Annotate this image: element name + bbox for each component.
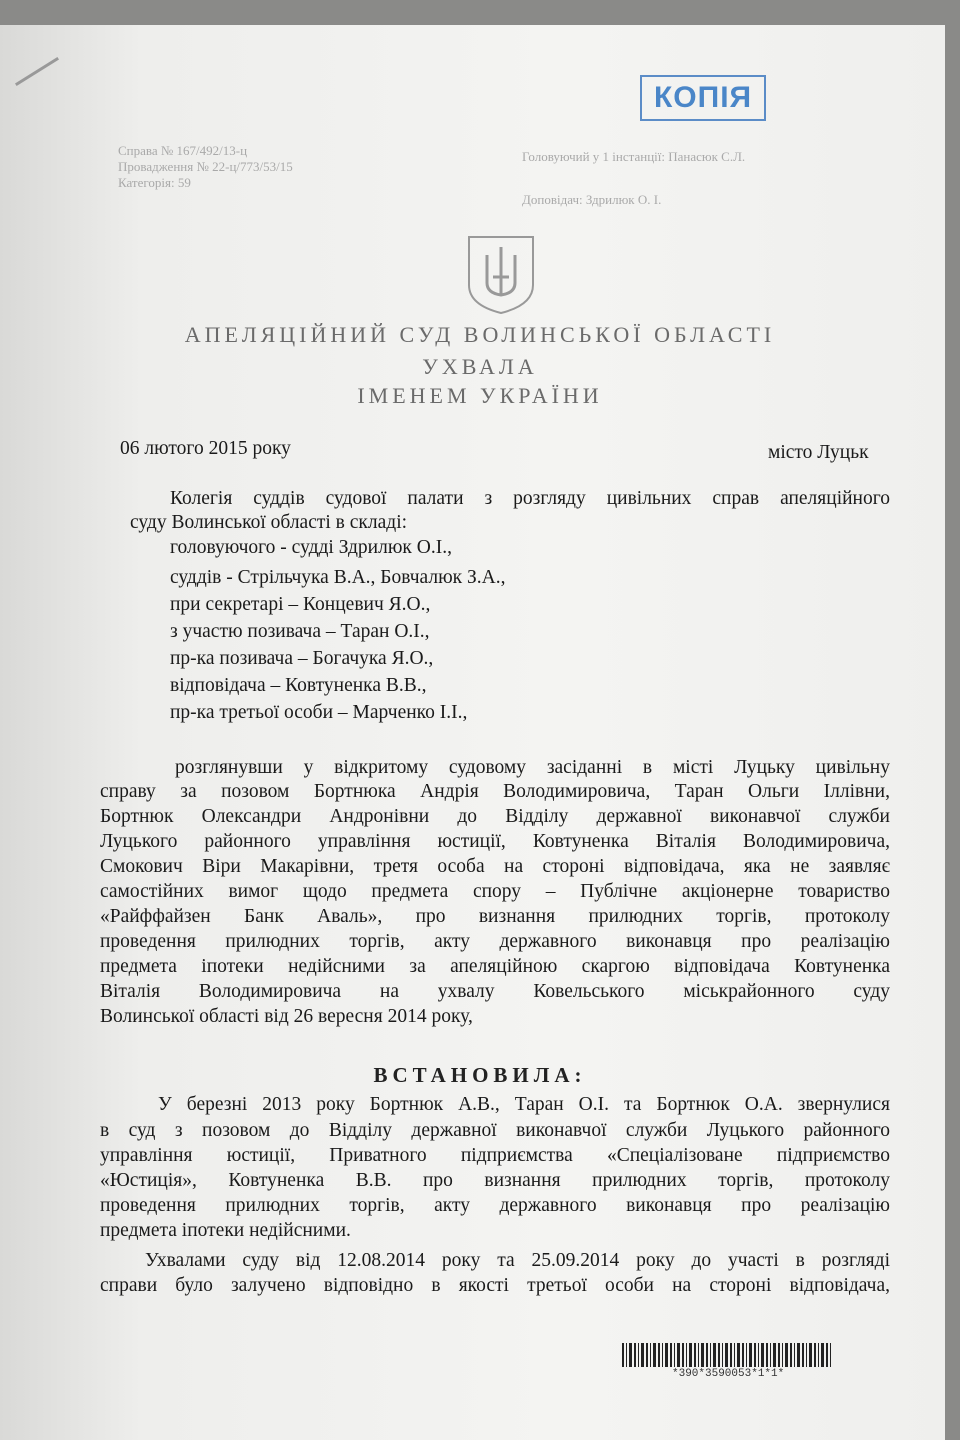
panel-line: при секретарі – Концевич Я.О., — [170, 594, 431, 615]
panel-line: головуючого - судді Здрилюк О.І., — [170, 537, 452, 558]
court-name: АПЕЛЯЦІЙНИЙ СУД ВОЛИНСЬКОЇ ОБЛАСТІ — [184, 322, 776, 347]
copy-stamp: КОПІЯ — [640, 75, 766, 121]
body-line: Волинської області від 26 вересня 2014 року, — [100, 1006, 473, 1027]
established-heading: ВСТАНОВИЛА: — [373, 1063, 587, 1087]
document-date: 06 лютого 2015 року — [120, 438, 291, 459]
panel-line: відповідача – Ковтуненка В.В., — [170, 675, 427, 696]
intro-line: Колегія суддів судової палати з розгляду цивільних справ апеляційного — [170, 488, 890, 509]
body-line: справи було залучено відповідно в якості третьої особи на стороні відповідача, — [100, 1275, 890, 1296]
body-line: розглянувши у відкритому судовому засіданні в місті Луцьку цивільну — [175, 757, 890, 778]
body-line: Луцького районного управління юстиції, Ковтуненка Віталія Володимировича, — [100, 831, 890, 852]
body-line: самостійних вимог щодо предмета спору – Публічне акціонерне товариство — [100, 881, 890, 902]
body-line: «Райффайзен Банк Аваль», про визнання прилюдних торгів, протоколу — [100, 906, 890, 927]
in-name-of-ukraine: ІМЕНЕМ УКРАЇНИ — [357, 383, 603, 408]
body-line: Смокович Віри Макарівни, третя особа на стороні відповідача, яка не заявляє — [100, 856, 890, 877]
barcode-number: *390*3590053*1*1* — [672, 1368, 785, 1380]
case-number: Справа № 167/492/13-ц — [118, 143, 248, 158]
body-line: справу за позовом Бортнюка Андрія Володимировича, Таран Ольги Іллівни, — [100, 781, 890, 802]
coat-of-arms-icon — [465, 233, 537, 315]
rapporteur: Доповідач: Здрилюк О. І. — [522, 192, 662, 207]
body-line: Бортнюк Олександри Андронівни до Відділу державної виконавчої служби — [100, 806, 890, 827]
body-line: в суд з позовом до Відділу державної виконавчої служби Луцького районного — [100, 1120, 890, 1141]
body-line: У березні 2013 року Бортнюк А.В., Таран О.І. та Бортнюк О.А. звернулися — [158, 1094, 890, 1115]
document-city: місто Луцьк — [768, 442, 869, 463]
barcode — [622, 1343, 832, 1367]
body-line: предмета іпотеки недійсними. — [100, 1220, 351, 1241]
proceeding-number: Провадження № 22-ц/773/53/15 — [118, 159, 293, 174]
presiding-first-instance: Головуючий у 1 інстанції: Панасюк С.Л. — [522, 149, 746, 164]
document-type: УХВАЛА — [422, 354, 538, 379]
case-meta — [118, 143, 293, 191]
body-line: Віталія Володимировича на ухвалу Ковельського міськрайонного суду — [100, 981, 890, 1002]
panel-line: з участю позивача – Таран О.І., — [170, 621, 430, 642]
body-line: проведення прилюдних торгів, акту державного виконавця про реалізацію — [100, 1195, 890, 1216]
body-line: «Юстиція», Ковтуненка В.В. про визнання прилюдних торгів, протоколу — [100, 1170, 890, 1191]
body-line: проведення прилюдних торгів, акту державного виконавця про реалізацію — [100, 931, 890, 952]
category: Категорія: 59 — [118, 175, 191, 190]
panel-line: суддів - Стрільчука В.А., Бовчалюк З.А., — [170, 567, 506, 588]
body-line: управління юстиції, Приватного підприємства «Спеціалізоване підприємство — [100, 1145, 890, 1166]
intro-line: суду Волинської області в складі: — [130, 512, 408, 533]
panel-line: пр-ка третьої особи – Марченко І.І., — [170, 702, 468, 723]
body-line: Ухвалами суду від 12.08.2014 року та 25.09.2014 року до участі в розгляді — [145, 1250, 890, 1271]
body-line: предмета іпотеки недійсними за апеляційною скаргою відповідача Ковтуненка — [100, 956, 890, 977]
panel-line: пр-ка позивача – Богачука Я.О., — [170, 648, 434, 669]
